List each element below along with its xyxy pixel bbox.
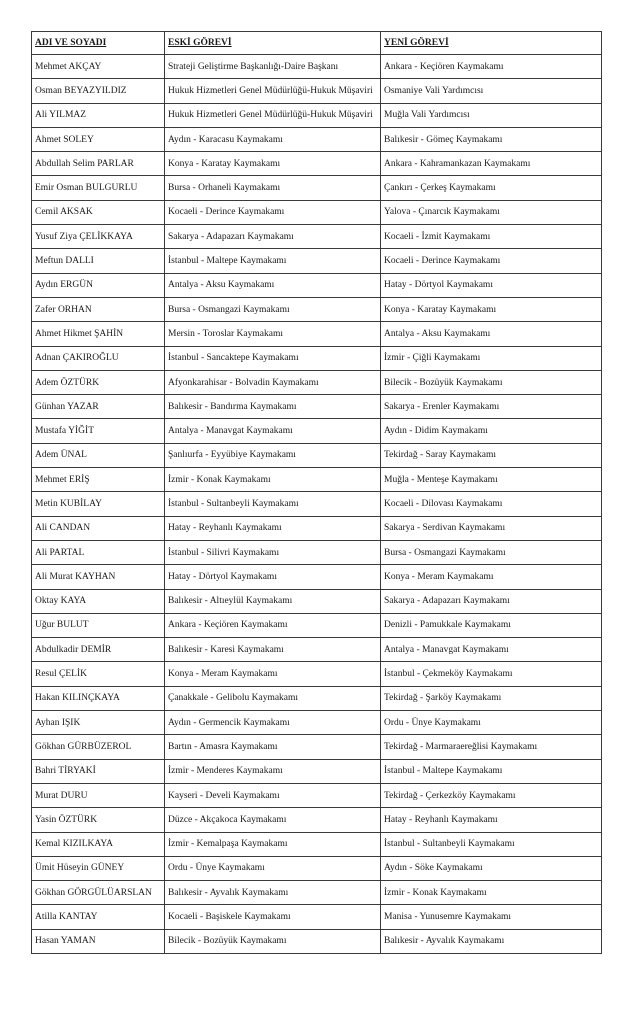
cell-old-position: Mersin - Toroslar Kaymakamı	[165, 322, 381, 346]
cell-name: Cemil AKSAK	[32, 200, 165, 224]
table-row	[32, 200, 602, 224]
cell-name: Ahmet Hikmet ŞAHİN	[32, 322, 165, 346]
cell-old-position: Antalya - Aksu Kaymakamı	[165, 273, 381, 297]
cell-new-position: Kocaeli - İzmit Kaymakamı	[381, 225, 602, 249]
cell-name: Osman BEYAZYILDIZ	[32, 79, 165, 103]
cell-old-position: İstanbul - Sultanbeyli Kaymakamı	[165, 492, 381, 516]
cell-new-position: Kocaeli - Dilovası Kaymakamı	[381, 492, 602, 516]
cell-new-position: Yalova - Çınarcık Kaymakamı	[381, 200, 602, 224]
cell-new-position: Hatay - Dörtyol Kaymakamı	[381, 273, 602, 297]
cell-old-position: İstanbul - Maltepe Kaymakamı	[165, 249, 381, 273]
cell-name: Ali PARTAL	[32, 540, 165, 564]
table-row	[32, 881, 602, 905]
cell-old-position: Hatay - Dörtyol Kaymakamı	[165, 565, 381, 589]
header-new-position: YENİ GÖREVİ	[381, 32, 602, 55]
cell-new-position: İstanbul - Sultanbeyli Kaymakamı	[381, 832, 602, 856]
cell-old-position: Antalya - Manavgat Kaymakamı	[165, 419, 381, 443]
table-body	[32, 55, 602, 954]
cell-name: Adnan ÇAKIROĞLU	[32, 346, 165, 370]
cell-old-position: Balıkesir - Altıeylül Kaymakamı	[165, 589, 381, 613]
cell-name: Gökhan GÜRBÜZEROL	[32, 735, 165, 759]
cell-old-position: Bursa - Osmangazi Kaymakamı	[165, 297, 381, 321]
table-row	[32, 346, 602, 370]
cell-old-position: Bilecik - Bozüyük Kaymakamı	[165, 929, 381, 953]
table-row	[32, 249, 602, 273]
table-row	[32, 55, 602, 79]
cell-new-position: Hatay - Reyhanlı Kaymakamı	[381, 808, 602, 832]
table-row	[32, 152, 602, 176]
cell-name: Mehmet ERİŞ	[32, 468, 165, 492]
cell-new-position: Sakarya - Erenler Kaymakamı	[381, 395, 602, 419]
table-row	[32, 759, 602, 783]
cell-old-position: Çanakkale - Gelibolu Kaymakamı	[165, 686, 381, 710]
cell-new-position: Muğla Vali Yardımcısı	[381, 103, 602, 127]
cell-old-position: Balıkesir - Ayvalık Kaymakamı	[165, 881, 381, 905]
cell-name: Günhan YAZAR	[32, 395, 165, 419]
cell-name: Abdullah Selim PARLAR	[32, 152, 165, 176]
cell-old-position: Hukuk Hizmetleri Genel Müdürlüğü-Hukuk Müşaviri	[165, 79, 381, 103]
table-row	[32, 395, 602, 419]
cell-old-position: İstanbul - Silivri Kaymakamı	[165, 540, 381, 564]
cell-old-position: Sakarya - Adapazarı Kaymakamı	[165, 225, 381, 249]
cell-old-position: Afyonkarahisar - Bolvadin Kaymakamı	[165, 370, 381, 394]
cell-new-position: Balıkesir - Gömeç Kaymakamı	[381, 127, 602, 151]
table-row	[32, 176, 602, 200]
header-row	[32, 32, 602, 55]
cell-name: Mustafa YİĞİT	[32, 419, 165, 443]
cell-new-position: Manisa - Yunusemre Kaymakamı	[381, 905, 602, 929]
cell-name: Resul ÇELİK	[32, 662, 165, 686]
table-row	[32, 565, 602, 589]
cell-new-position: Sakarya - Adapazarı Kaymakamı	[381, 589, 602, 613]
cell-old-position: İzmir - Kemalpaşa Kaymakamı	[165, 832, 381, 856]
table-row	[32, 103, 602, 127]
table-row	[32, 443, 602, 467]
table-row	[32, 589, 602, 613]
cell-name: Hakan KILINÇKAYA	[32, 686, 165, 710]
cell-name: Zafer ORHAN	[32, 297, 165, 321]
cell-old-position: İstanbul - Sancaktepe Kaymakamı	[165, 346, 381, 370]
table-row	[32, 832, 602, 856]
cell-name: Abdulkadir DEMİR	[32, 638, 165, 662]
table-row	[32, 929, 602, 953]
cell-old-position: İzmir - Menderes Kaymakamı	[165, 759, 381, 783]
cell-new-position: Bilecik - Bozüyük Kaymakamı	[381, 370, 602, 394]
table-row	[32, 662, 602, 686]
cell-old-position: Hatay - Reyhanlı Kaymakamı	[165, 516, 381, 540]
cell-old-position: Bartın - Amasra Kaymakamı	[165, 735, 381, 759]
cell-new-position: Konya - Meram Kaymakamı	[381, 565, 602, 589]
cell-new-position: Muğla - Menteşe Kaymakamı	[381, 468, 602, 492]
cell-name: Metin KUBİLAY	[32, 492, 165, 516]
cell-name: Yasin ÖZTÜRK	[32, 808, 165, 832]
table-row	[32, 492, 602, 516]
cell-new-position: Kocaeli - Derince Kaymakamı	[381, 249, 602, 273]
cell-new-position: Aydın - Söke Kaymakamı	[381, 856, 602, 880]
cell-name: Ahmet SOLEY	[32, 127, 165, 151]
cell-name: Atilla KANTAY	[32, 905, 165, 929]
table-row	[32, 783, 602, 807]
appointments-table	[31, 31, 602, 954]
cell-new-position: Ankara - Keçiören Kaymakamı	[381, 55, 602, 79]
table-row	[32, 711, 602, 735]
cell-old-position: Aydın - Karacasu Kaymakamı	[165, 127, 381, 151]
cell-new-position: Tekirdağ - Marmaraereğlisi Kaymakamı	[381, 735, 602, 759]
cell-new-position: Tekirdağ - Saray Kaymakamı	[381, 443, 602, 467]
header-name: ADI VE SOYADI	[32, 32, 165, 55]
table-row	[32, 856, 602, 880]
cell-name: Emir Osman BULGURLU	[32, 176, 165, 200]
table-row	[32, 370, 602, 394]
cell-new-position: Ordu - Ünye Kaymakamı	[381, 711, 602, 735]
cell-old-position: Şanlıurfa - Eyyübiye Kaymakamı	[165, 443, 381, 467]
cell-new-position: Konya - Karatay Kaymakamı	[381, 297, 602, 321]
cell-new-position: İzmir - Konak Kaymakamı	[381, 881, 602, 905]
cell-new-position: Antalya - Manavgat Kaymakamı	[381, 638, 602, 662]
cell-old-position: Kayseri - Develi Kaymakamı	[165, 783, 381, 807]
cell-new-position: İzmir - Çiğli Kaymakamı	[381, 346, 602, 370]
cell-old-position: Konya - Karatay Kaymakamı	[165, 152, 381, 176]
table-header	[32, 32, 602, 55]
table-row	[32, 735, 602, 759]
cell-name: Hasan YAMAN	[32, 929, 165, 953]
cell-old-position: Strateji Geliştirme Başkanlığı-Daire Başkanı	[165, 55, 381, 79]
cell-new-position: Sakarya - Serdivan Kaymakamı	[381, 516, 602, 540]
cell-old-position: Ordu - Ünye Kaymakamı	[165, 856, 381, 880]
cell-new-position: İstanbul - Çekmeköy Kaymakamı	[381, 662, 602, 686]
cell-new-position: Bursa - Osmangazi Kaymakamı	[381, 540, 602, 564]
cell-name: Ali Murat KAYHAN	[32, 565, 165, 589]
cell-old-position: Hukuk Hizmetleri Genel Müdürlüğü-Hukuk Müşaviri	[165, 103, 381, 127]
cell-name: Adem ÖZTÜRK	[32, 370, 165, 394]
cell-name: Yusuf Ziya ÇELİKKAYA	[32, 225, 165, 249]
table-row	[32, 686, 602, 710]
cell-name: Aydın ERGÜN	[32, 273, 165, 297]
cell-name: Murat DURU	[32, 783, 165, 807]
table-row	[32, 516, 602, 540]
table-row	[32, 808, 602, 832]
table-row	[32, 468, 602, 492]
cell-old-position: Düzce - Akçakoca Kaymakamı	[165, 808, 381, 832]
cell-new-position: Denizli - Pamukkale Kaymakamı	[381, 613, 602, 637]
cell-old-position: İzmir - Konak Kaymakamı	[165, 468, 381, 492]
table-row	[32, 322, 602, 346]
table-row	[32, 905, 602, 929]
cell-name: Ali YILMAZ	[32, 103, 165, 127]
cell-name: Gökhan GÖRGÜLÜARSLAN	[32, 881, 165, 905]
cell-name: Uğur BULUT	[32, 613, 165, 637]
cell-name: Meftun DALLI	[32, 249, 165, 273]
cell-new-position: Aydın - Didim Kaymakamı	[381, 419, 602, 443]
cell-old-position: Kocaeli - Derince Kaymakamı	[165, 200, 381, 224]
cell-new-position: Antalya - Aksu Kaymakamı	[381, 322, 602, 346]
cell-new-position: İstanbul - Maltepe Kaymakamı	[381, 759, 602, 783]
table-row	[32, 127, 602, 151]
cell-old-position: Balıkesir - Bandırma Kaymakamı	[165, 395, 381, 419]
cell-new-position: Ankara - Kahramankazan Kaymakamı	[381, 152, 602, 176]
cell-new-position: Balıkesir - Ayvalık Kaymakamı	[381, 929, 602, 953]
cell-new-position: Tekirdağ - Çerkezköy Kaymakamı	[381, 783, 602, 807]
cell-old-position: Kocaeli - Başiskele Kaymakamı	[165, 905, 381, 929]
table-row	[32, 540, 602, 564]
table-row	[32, 297, 602, 321]
table-row	[32, 613, 602, 637]
cell-old-position: Aydın - Germencik Kaymakamı	[165, 711, 381, 735]
table-row	[32, 79, 602, 103]
cell-name: Ümit Hüseyin GÜNEY	[32, 856, 165, 880]
cell-old-position: Ankara - Keçiören Kaymakamı	[165, 613, 381, 637]
table-row	[32, 273, 602, 297]
cell-old-position: Bursa - Orhaneli Kaymakamı	[165, 176, 381, 200]
cell-name: Kemal KIZILKAYA	[32, 832, 165, 856]
header-old-position: ESKİ GÖREVİ	[165, 32, 381, 55]
cell-new-position: Tekirdağ - Şarköy Kaymakamı	[381, 686, 602, 710]
cell-name: Bahri TİRYAKİ	[32, 759, 165, 783]
cell-new-position: Çankırı - Çerkeş Kaymakamı	[381, 176, 602, 200]
cell-name: Mehmet AKÇAY	[32, 55, 165, 79]
table-row	[32, 419, 602, 443]
cell-name: Oktay KAYA	[32, 589, 165, 613]
cell-name: Adem ÜNAL	[32, 443, 165, 467]
cell-new-position: Osmaniye Vali Yardımcısı	[381, 79, 602, 103]
cell-old-position: Konya - Meram Kaymakamı	[165, 662, 381, 686]
cell-name: Ali CANDAN	[32, 516, 165, 540]
table-row	[32, 638, 602, 662]
cell-name: Ayhan IŞIK	[32, 711, 165, 735]
table-row	[32, 225, 602, 249]
cell-old-position: Balıkesir - Karesi Kaymakamı	[165, 638, 381, 662]
